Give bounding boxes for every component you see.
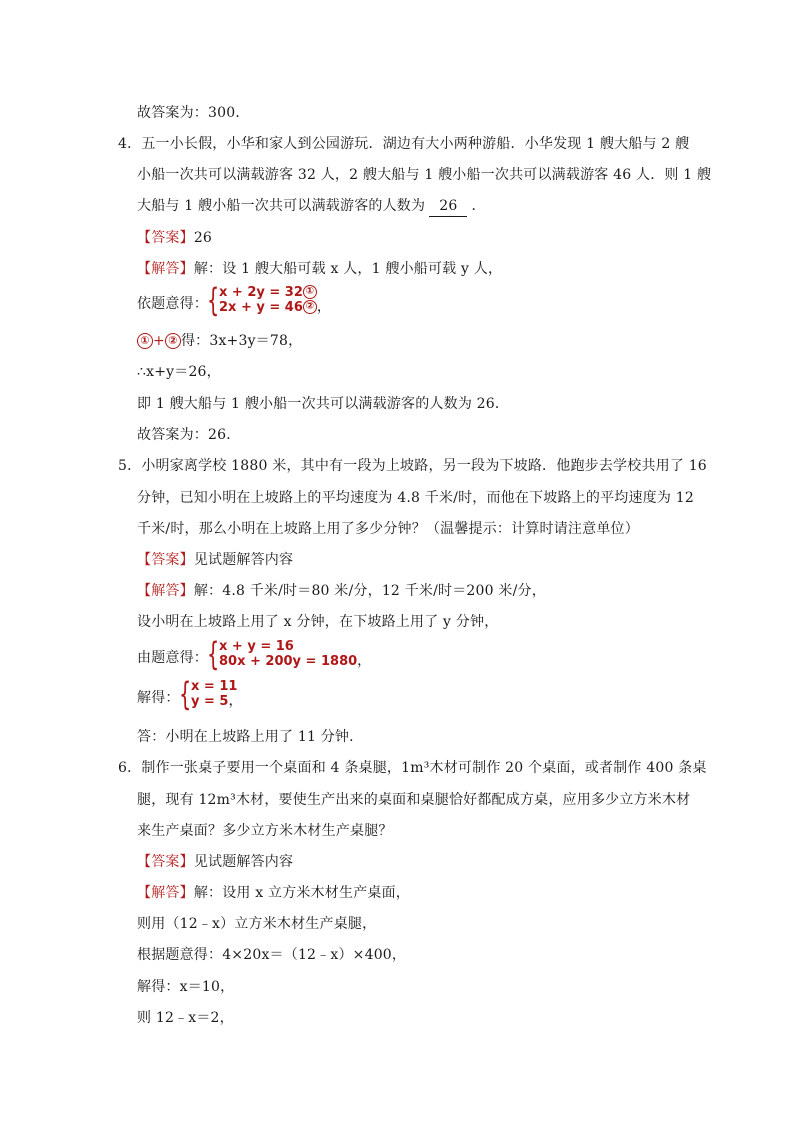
answer-line-q6 [137, 852, 293, 872]
punctuation: ， [228, 693, 243, 709]
answer-conclusion-q5: 答：小明在上坡路上用了 11 分钟． [137, 729, 364, 745]
answer-blank: 26 [429, 196, 467, 217]
equation: x = 11 [191, 679, 238, 694]
question-text: 制作一张桌子要用一个桌面和 4 条桌腿，1m³木材可制作 20 个桌面，或者制作 400 条桌 [141, 760, 707, 776]
solution-text: 得：3x+3y＝78， [180, 333, 303, 349]
solution-tag: 【解答】 [137, 261, 194, 277]
solution-text: 解：设用 x 立方米木材生产桌面， [193, 885, 411, 901]
solution-tag: 【解答】 [137, 583, 194, 599]
solution-line-q4-4: ∴x+y＝26， [137, 364, 221, 380]
question-number: 6． [118, 760, 142, 776]
answer-line-q4 [137, 228, 212, 248]
punctuation: ， [357, 653, 372, 669]
solution-line-q6-3: 根据题意得：4×20x＝（12﹣x）×400， [137, 947, 407, 963]
solution-line-q5-1 [137, 581, 546, 601]
question-text: ． [471, 198, 486, 214]
equation: 2x + y = 46 [219, 300, 303, 315]
circled-number-1: ① [303, 285, 317, 299]
brace-symbol: { [207, 635, 220, 673]
equation-system-1 [207, 281, 331, 319]
question-4-line-1 [118, 134, 689, 154]
answer-conclusion-q3: 故答案为：300． [137, 105, 250, 121]
question-5-line-1 [118, 456, 707, 476]
circled-number-2: ② [303, 300, 317, 314]
solution-tag: 【解答】 [137, 885, 194, 901]
question-4-line-3 [137, 196, 486, 217]
circled-number-1: ① [137, 333, 153, 349]
question-text: 五一小长假，小华和家人到公园游玩．湖边有大小两种游船．小华发现 1 艘大船与 2 艘 [141, 136, 690, 152]
question-4-line-2: 小船一次共可以满载游客 32 人，2 艘大船与 1 艘小船一次共可以满载游客 46 人．则 1 艘 [137, 167, 712, 183]
equation: 80x + 200y = 1880 [219, 654, 358, 669]
answer-value: 见试题解答内容 [193, 552, 294, 568]
circled-number-2: ② [165, 333, 181, 349]
solution-line-q6-4: 解得：x＝10， [137, 979, 235, 995]
equation: x + y = 16 [219, 639, 294, 654]
answer-tag: 【答案】 [137, 854, 194, 870]
solution-line-q6-5: 则 12﹣x＝2， [137, 1010, 234, 1026]
question-number: 4． [118, 136, 142, 152]
solution-line-q4-5: 即 1 艘大船与 1 艘小船一次共可以满载游客的人数为 26． [137, 396, 510, 412]
question-text: 小明家离学校 1880 米，其中有一段为上坡路，另一段为下坡路．他跑步去学校共用了 16 [141, 458, 707, 474]
solution-line-q5-3-label: 由题意得： [137, 650, 208, 666]
brace-symbol: { [207, 281, 220, 319]
equation-system-3 [179, 675, 243, 713]
solution-line-q6-2: 则用（12﹣x）立方米木材生产桌腿， [137, 916, 377, 932]
solution-line-q4-1 [137, 259, 502, 279]
brace-symbol: { [179, 675, 192, 713]
answer-tag: 【答案】 [137, 230, 194, 246]
question-6-line-2: 腿，现有 12m³木材，要使生产出来的桌面和桌腿恰好都配成方桌，应用多少立方米木材 [137, 792, 691, 808]
plus-sign: + [153, 333, 165, 349]
solution-line-q5-2: 设小明在上坡路上用了 x 分钟，在下坡路上用了 y 分钟， [137, 614, 499, 630]
solution-line-q5-4-label: 解得： [137, 690, 180, 706]
question-5-line-2: 分钟，已知小明在上坡路上的平均速度为 4.8 千米/时，而他在下坡路上的平均速度为 12 [137, 490, 694, 506]
equation: y = 5 [191, 694, 229, 709]
solution-line-q6-1 [137, 883, 410, 903]
answer-value: 26 [193, 230, 213, 246]
answer-line-q5 [137, 550, 293, 570]
answer-value: 见试题解答内容 [193, 854, 294, 870]
question-6-line-3: 来生产桌面？多少立方米木材生产桌腿？ [137, 823, 393, 839]
solution-line-q4-2-label: 依题意得： [137, 296, 208, 312]
question-text: 大船与 1 艘小船一次共可以满载游客的人数为 [137, 198, 426, 214]
question-6-line-1 [118, 758, 707, 778]
equation: x + 2y = 32 [219, 285, 303, 300]
answer-tag: 【答案】 [137, 552, 194, 568]
question-number: 5． [118, 458, 142, 474]
equation-system-2 [207, 635, 372, 673]
question-5-line-3: 千米/时，那么小明在上坡路上用了多少分钟？（温馨提示：计算时请注意单位） [137, 521, 639, 537]
solution-line-q4-3 [137, 331, 302, 351]
solution-text: 解：4.8 千米/时＝80 米/分，12 千米/时＝200 米/分， [193, 583, 546, 599]
solution-text: 解：设 1 艘大船可载 x 人，1 艘小船可载 y 人， [193, 261, 503, 277]
answer-conclusion-q4: 故答案为：26． [137, 427, 241, 443]
punctuation: ， [316, 299, 331, 315]
